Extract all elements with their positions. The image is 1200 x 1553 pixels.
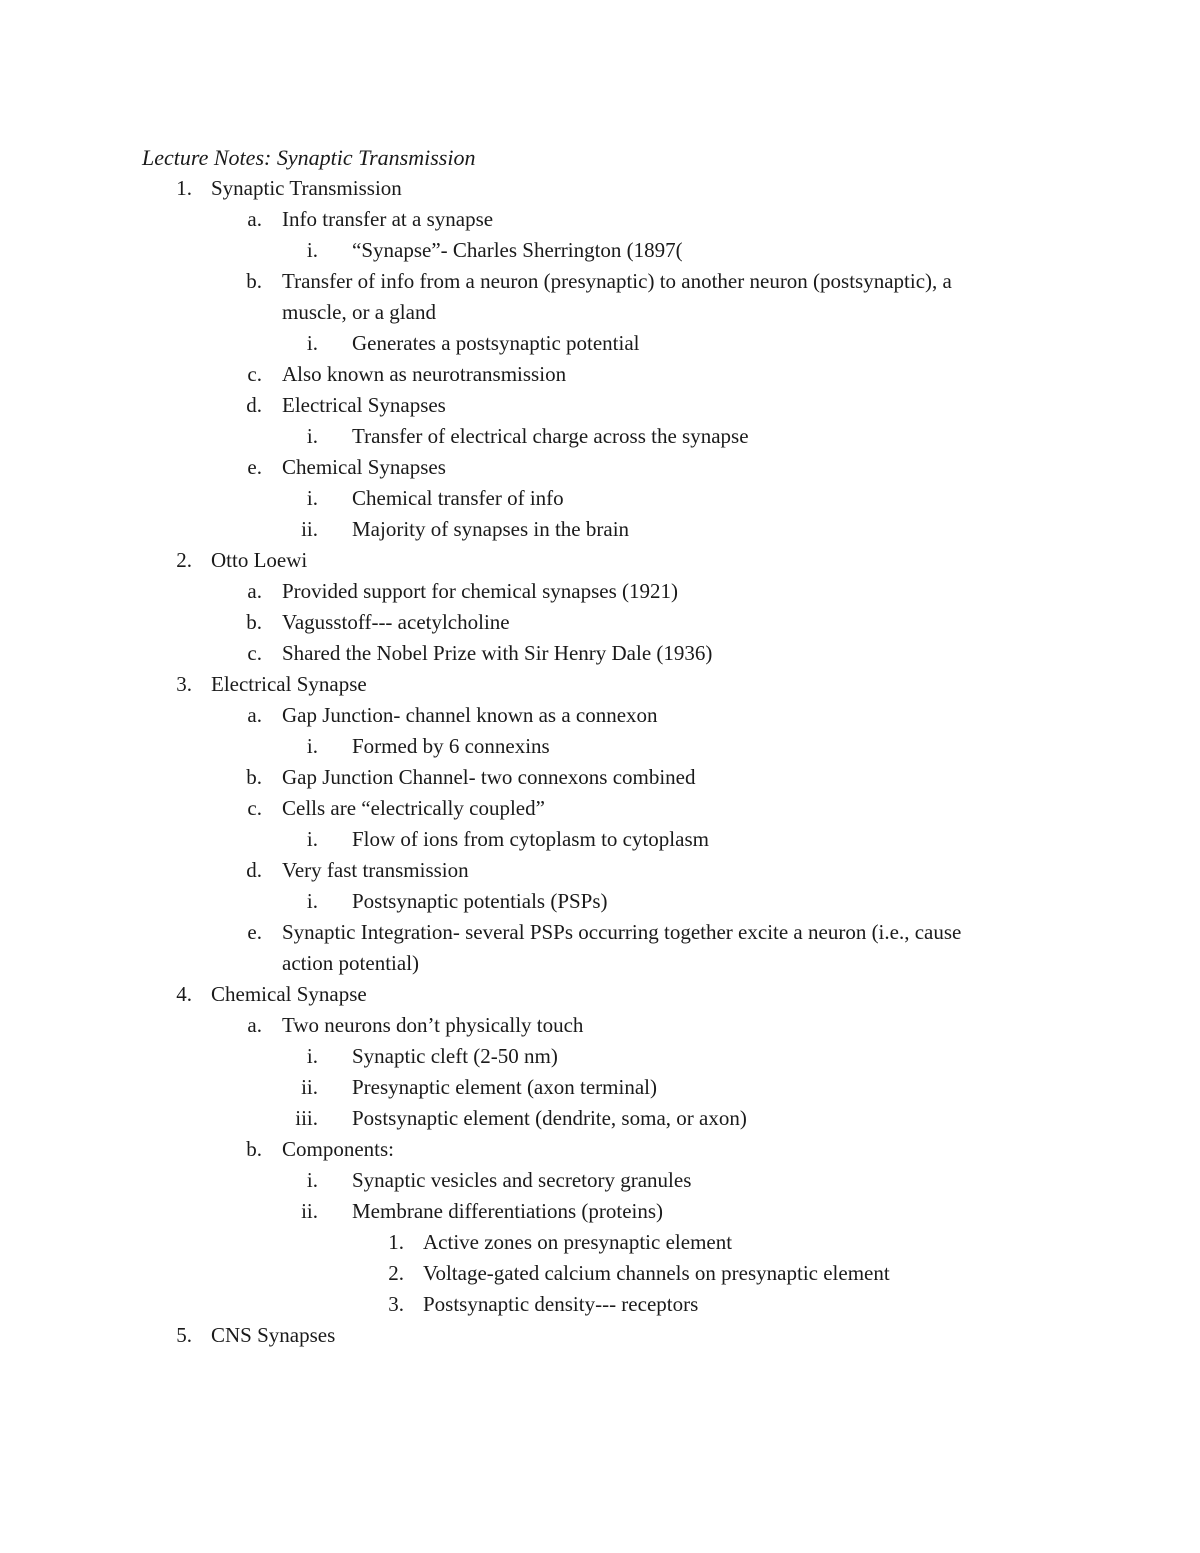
outline-text: Also known as neurotransmission [282,362,567,386]
outline-item-level-2 [0,204,1200,235]
outline-item-level-1 [0,173,1200,204]
outline-marker: 2. [176,548,192,572]
outline-item-level-3 [0,483,1200,514]
outline-list [0,173,1200,1351]
outline-text: Postsynaptic element (dendrite, soma, or axon) [352,1106,747,1130]
outline-marker: ii. [301,517,318,541]
outline-item-level-3 [0,1103,1200,1134]
outline-text: Chemical Synapses [282,455,446,479]
outline-marker: a. [247,579,262,603]
outline-item-level-1 [0,545,1200,576]
outline-item-level-2 [0,607,1200,638]
outline-marker: b. [246,1137,262,1161]
outline-marker: 2. [388,1261,404,1285]
outline-marker: ii. [301,1199,318,1223]
outline-item-level-3 [0,235,1200,266]
outline-item-level-2 [0,1134,1200,1165]
outline-item-level-3 [0,328,1200,359]
outline-text: Formed by 6 connexins [352,734,550,758]
outline-item-level-3 [0,514,1200,545]
outline-item-level-2 [0,452,1200,483]
outline-item-level-2 [0,793,1200,824]
outline-text: Chemical transfer of info [352,486,564,510]
outline-marker: b. [246,765,262,789]
outline-item-level-3 [0,1072,1200,1103]
outline-item-level-3 [0,1165,1200,1196]
outline-item-level-2 [0,1010,1200,1041]
outline-item-level-2 [0,948,1200,979]
outline-item-level-3 [0,886,1200,917]
outline-marker: e. [247,455,262,479]
outline-marker: 5. [176,1323,192,1347]
outline-text: “Synapse”- Charles Sherrington (1897( [352,238,683,262]
outline-text: muscle, or a gland [282,300,436,324]
outline-marker: i. [306,827,318,851]
outline-item-level-3 [0,421,1200,452]
outline-item-level-2 [0,266,1200,297]
outline-item-level-1 [0,1320,1200,1351]
outline-marker: i. [306,238,318,262]
outline-text: Active zones on presynaptic element [423,1230,733,1254]
outline-marker: d. [246,858,262,882]
outline-text: Transfer of electrical charge across the synapse [352,424,749,448]
outline-marker: i. [306,734,318,758]
outline-item-level-3 [0,731,1200,762]
outline-marker: i. [306,889,318,913]
outline-text: Very fast transmission [282,858,469,882]
outline-text: Provided support for chemical synapses (1921) [282,579,678,603]
outline-item-level-2 [0,855,1200,886]
outline-text: Synaptic Integration- several PSPs occurring together excite a neuron (i.e., cause [282,920,962,944]
outline-text: action potential) [282,951,420,975]
outline-text: Electrical Synapses [282,393,446,417]
outline-marker: b. [246,610,262,634]
outline-item-level-2 [0,359,1200,390]
outline-marker: i. [306,1044,318,1068]
outline-text: Gap Junction Channel- two connexons combined [282,765,696,789]
outline-item-level-2 [0,390,1200,421]
outline-item-level-1 [0,669,1200,700]
outline-item-level-2 [0,638,1200,669]
outline-marker: c. [247,641,262,665]
outline-marker: i. [306,486,318,510]
outline-item-level-1 [0,979,1200,1010]
outline-marker: 3. [176,672,192,696]
outline-item-level-4 [0,1258,1200,1289]
outline-item-level-2 [0,297,1200,328]
outline-marker: c. [247,796,262,820]
outline-text: Components: [282,1137,395,1161]
outline-marker: i. [306,331,318,355]
outline-marker: d. [246,393,262,417]
outline-marker: a. [247,703,262,727]
outline-text: Postsynaptic density--- receptors [423,1292,699,1316]
outline-text: Two neurons don’t physically touch [282,1013,584,1037]
outline-marker: a. [247,207,262,231]
outline-text: Chemical Synapse [211,982,367,1006]
outline-marker: ii. [301,1075,318,1099]
outline-item-level-4 [0,1289,1200,1320]
outline-text: Transfer of info from a neuron (presynaptic) to another neuron (postsynaptic), a [282,269,952,293]
outline-item-level-2 [0,917,1200,948]
outline-marker: c. [247,362,262,386]
outline-marker: i. [306,424,318,448]
outline-item-level-2 [0,762,1200,793]
outline-text: Presynaptic element (axon terminal) [352,1075,657,1099]
outline-item-level-2 [0,576,1200,607]
outline-item-level-3 [0,1041,1200,1072]
outline-marker: e. [247,920,262,944]
outline-item-level-3 [0,1196,1200,1227]
outline-item-level-2 [0,700,1200,731]
outline-text: Postsynaptic potentials (PSPs) [352,889,608,913]
outline-marker: b. [246,269,262,293]
outline-item-level-3 [0,824,1200,855]
outline-text: Synaptic Transmission [211,176,402,200]
outline-text: CNS Synapses [211,1323,336,1347]
outline-marker: 4. [176,982,192,1006]
outline-text: Shared the Nobel Prize with Sir Henry Dale (1936) [282,641,713,665]
document-title: Lecture Notes: Synaptic Transmission [142,145,476,170]
outline-item-level-4 [0,1227,1200,1258]
outline-marker: iii. [295,1106,318,1130]
outline-marker: 3. [388,1292,404,1316]
outline-text: Flow of ions from cytoplasm to cytoplasm [352,827,709,851]
outline-text: Gap Junction- channel known as a connexon [282,703,658,727]
outline-text: Voltage-gated calcium channels on presynaptic element [423,1261,890,1285]
outline-marker: 1. [388,1230,404,1254]
outline-marker: i. [306,1168,318,1192]
outline-text: Otto Loewi [211,548,308,572]
outline-marker: 1. [176,176,192,200]
outline-text: Majority of synapses in the brain [352,517,630,541]
outline-text: Cells are “electrically coupled” [282,796,545,820]
outline-text: Generates a postsynaptic potential [352,331,640,355]
outline-text: Synaptic vesicles and secretory granules [352,1168,692,1192]
outline-text: Electrical Synapse [211,672,367,696]
outline-text: Membrane differentiations (proteins) [352,1199,664,1223]
outline-text: Vagusstoff--- acetylcholine [282,610,510,634]
outline-marker: a. [247,1013,262,1037]
outline-text: Synaptic cleft (2-50 nm) [352,1044,558,1068]
outline-text: Info transfer at a synapse [282,207,494,231]
